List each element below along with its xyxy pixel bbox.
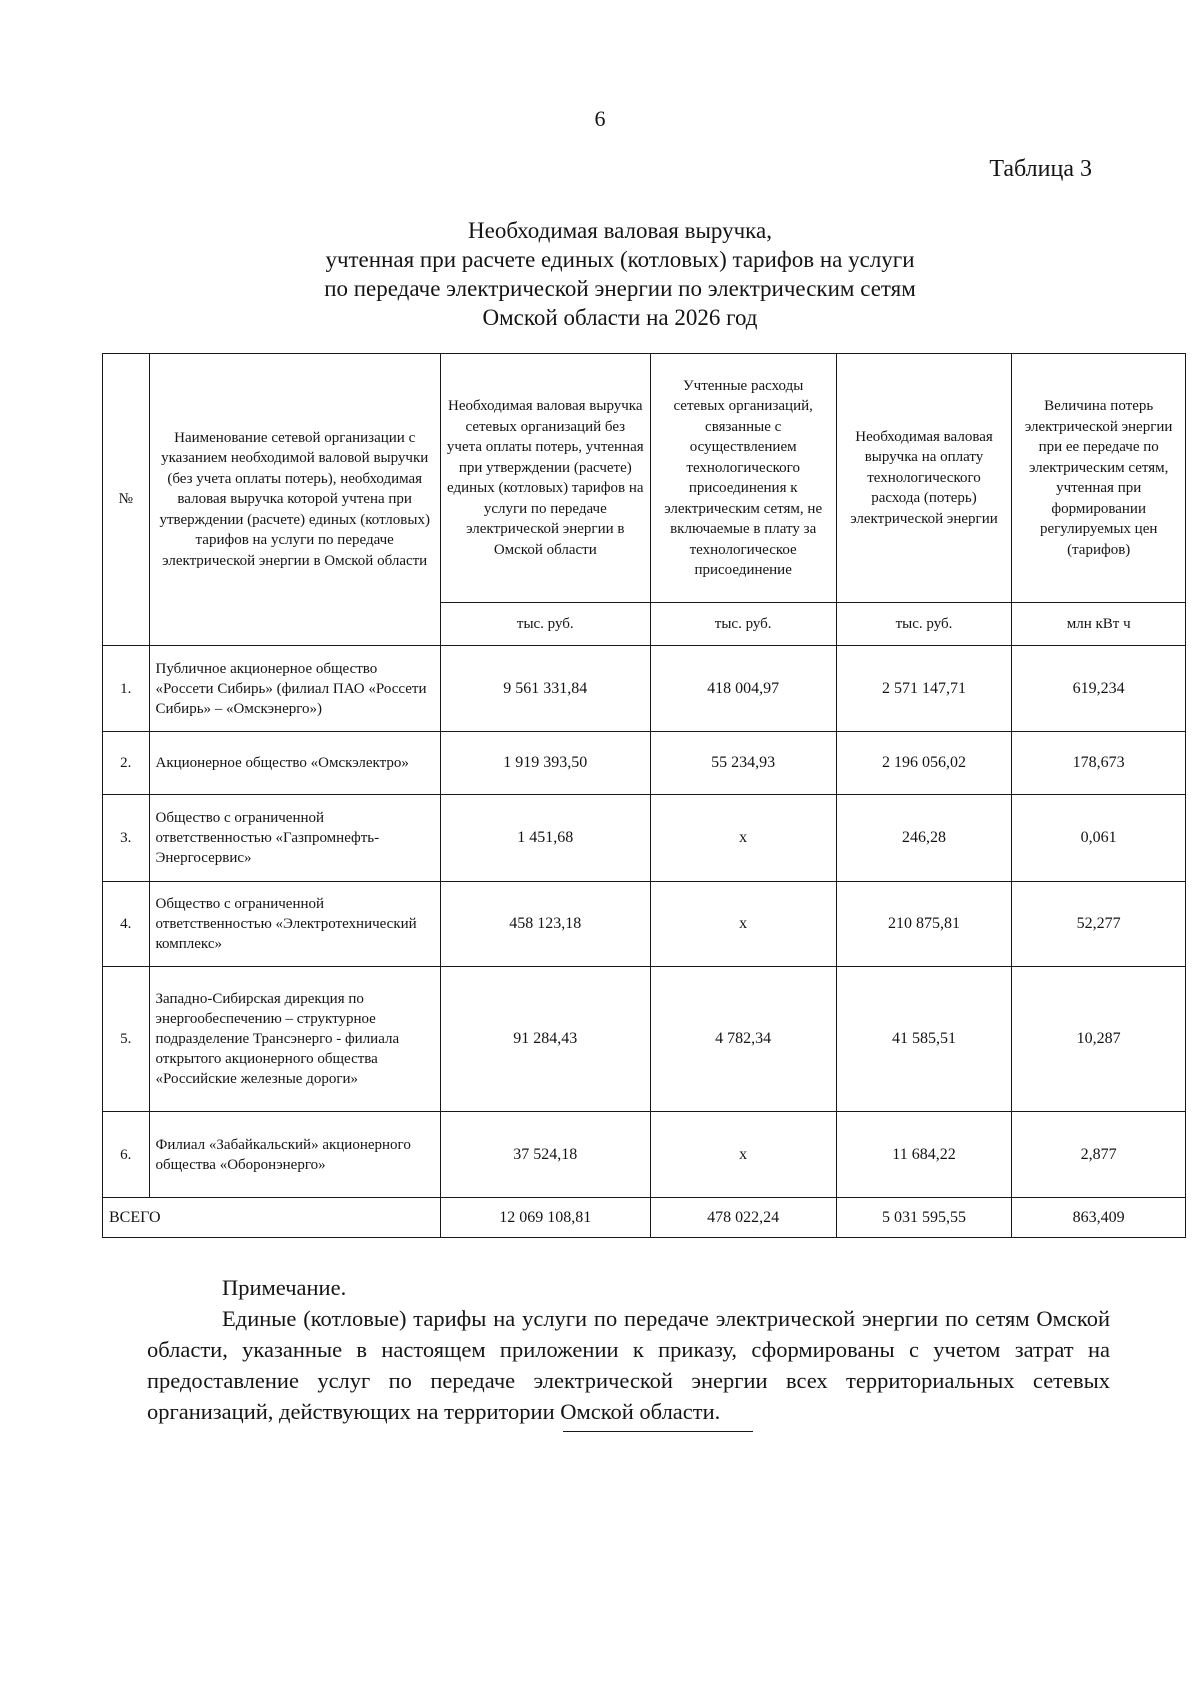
row-org-name: Публичное акционерное общество «Россети Сибирь» (филиал ПАО «Россети Сибирь» – «Омскэнерго») (149, 646, 440, 732)
row-losses-payment: 2 196 056,02 (836, 732, 1012, 795)
table-label: Таблица 3 (989, 156, 1092, 182)
row-tp: x (650, 795, 836, 882)
row-losses-payment: 11 684,22 (836, 1112, 1012, 1198)
note-text: Единые (котловые) тарифы на услуги по передаче электрической энергии по сетям Омской области, указанные в настоящем приложении к приказу, сформированы с учетом затрат на предоставление услуг по передаче электрической энергии всех территориальных сетевых организаций, действующих на территории Омской области. (147, 1306, 1110, 1424)
total-losses-payment: 5 031 595,55 (836, 1198, 1012, 1238)
row-num: 4. (103, 882, 150, 967)
row-tp: 418 004,97 (650, 646, 836, 732)
row-tp: x (650, 882, 836, 967)
row-num: 5. (103, 967, 150, 1112)
note-title: Примечание. (222, 1275, 347, 1300)
total-tp: 478 022,24 (650, 1198, 836, 1238)
table-row (103, 646, 1186, 732)
total-label: ВСЕГО (103, 1198, 441, 1238)
header-nvv: Необходимая валовая выручка сетевых организаций без учета оплаты потерь, учтенная при утверждении (расчете) единых (котловых) тарифов на услуги по передаче электрической энергии в Омской области (440, 354, 650, 603)
header-losses-volume: Величина потерь электрической энергии при ее передаче по электрическим сетям, учтенная при формировании регулируемых цен (тарифов) (1012, 354, 1186, 603)
unit-losses-payment: тыс. руб. (836, 603, 1012, 646)
unit-losses-volume: млн кВт ч (1012, 603, 1186, 646)
table-row (103, 1112, 1186, 1198)
row-tp: 4 782,34 (650, 967, 836, 1112)
page-number: 6 (594, 106, 606, 131)
row-num: 6. (103, 1112, 150, 1198)
title-line-2: учтенная при расчете единых (котловых) тарифов на услуги (325, 247, 915, 272)
row-losses-payment: 41 585,51 (836, 967, 1012, 1112)
unit-tp: тыс. руб. (650, 603, 836, 646)
revenue-table (102, 353, 1186, 1238)
title-line-1: Необходимая валовая выручка, (468, 218, 772, 243)
row-num: 1. (103, 646, 150, 732)
end-rule-divider (563, 1431, 753, 1432)
title-line-4: Омской области на 2026 год (482, 305, 758, 330)
row-nvv: 1 451,68 (440, 795, 650, 882)
row-num: 2. (103, 732, 150, 795)
row-org-name: Акционерное общество «Омскэлектро» (149, 732, 440, 795)
row-nvv: 458 123,18 (440, 882, 650, 967)
title-line-3: по передаче электрической энергии по электрическим сетям (324, 276, 916, 301)
note-section (147, 1272, 1110, 1427)
row-nvv: 9 561 331,84 (440, 646, 650, 732)
table-row (103, 732, 1186, 795)
row-losses-volume: 178,673 (1012, 732, 1186, 795)
row-losses-payment: 246,28 (836, 795, 1012, 882)
row-losses-payment: 2 571 147,71 (836, 646, 1012, 732)
total-nvv: 12 069 108,81 (440, 1198, 650, 1238)
row-losses-payment: 210 875,81 (836, 882, 1012, 967)
table-row (103, 795, 1186, 882)
header-tp: Учтенные расходы сетевых организаций, связанные с осуществлением технологического присоединения к электрическим сетям, не включаемые в плату за технологическое присоединение (650, 354, 836, 603)
header-name: Наименование сетевой организации с указанием необходимой валовой выручки (без учета оплаты потерь), необходимая валовая выручка которой учтена при утверждении (расчете) единых (котловых) тарифов на услуги по передаче электрической энергии в Омской области (149, 354, 440, 646)
unit-nvv: тыс. руб. (440, 603, 650, 646)
row-losses-volume: 2,877 (1012, 1112, 1186, 1198)
header-row (103, 354, 1186, 603)
row-losses-volume: 10,287 (1012, 967, 1186, 1112)
document-title (200, 216, 1040, 332)
row-tp: x (650, 1112, 836, 1198)
row-tp: 55 234,93 (650, 732, 836, 795)
total-row (103, 1198, 1186, 1238)
total-losses-volume: 863,409 (1012, 1198, 1186, 1238)
table-row (103, 882, 1186, 967)
table-row (103, 967, 1186, 1112)
header-losses-payment: Необходимая валовая выручка на оплату технологического расхода (потерь) электрической энергии (836, 354, 1012, 603)
row-losses-volume: 52,277 (1012, 882, 1186, 967)
row-org-name: Общество с ограниченной ответственностью «Газпромнефть-Энергосервис» (149, 795, 440, 882)
row-nvv: 91 284,43 (440, 967, 650, 1112)
header-num: № (103, 354, 150, 646)
row-nvv: 37 524,18 (440, 1112, 650, 1198)
row-losses-volume: 619,234 (1012, 646, 1186, 732)
row-num: 3. (103, 795, 150, 882)
row-nvv: 1 919 393,50 (440, 732, 650, 795)
row-org-name: Общество с ограниченной ответственностью «Электротехнический комплекс» (149, 882, 440, 967)
row-org-name: Западно-Сибирская дирекция по энергообеспечению – структурное подразделение Трансэнерго - филиала открытого акционерного общества «Российские железные дороги» (149, 967, 440, 1112)
row-losses-volume: 0,061 (1012, 795, 1186, 882)
row-org-name: Филиал «Забайкальский» акционерного общества «Оборонэнерго» (149, 1112, 440, 1198)
